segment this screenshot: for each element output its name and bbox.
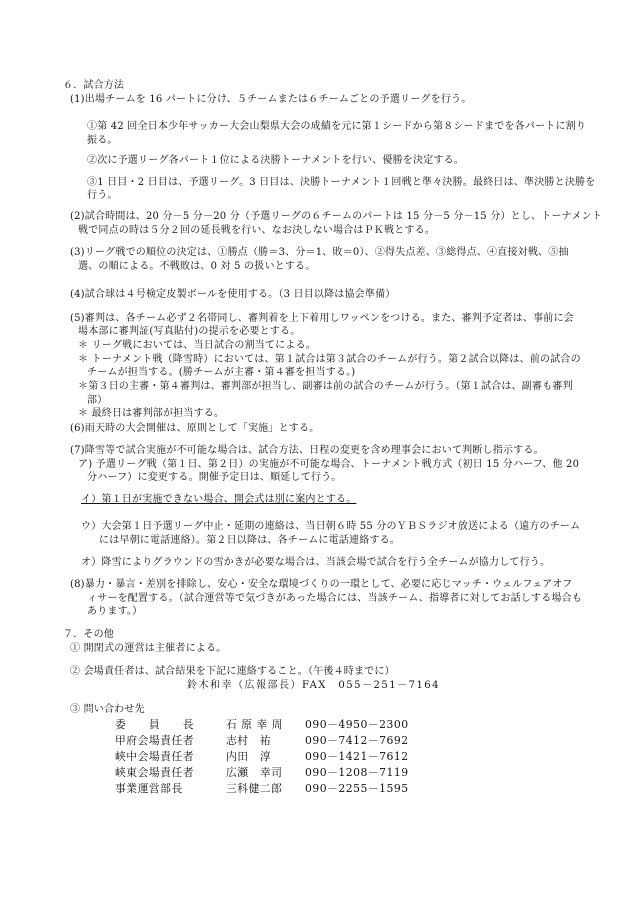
- rule-7-c-line1: ウ）大会第１日予選リーグ中止・延期の連絡は、当日朝６時 55 分のＹＢＳラジオ放送による（遠方のチーム: [81, 521, 581, 532]
- rule-7: (7)降雪等で試合実施が不可能な場合は、試合方法、日程の変更を含め理事会において判断し指示する。: [70, 445, 544, 456]
- fax-contact: 鈴木和幸（広報部長）FAX 055－251－7164: [187, 680, 441, 691]
- rule-5-note2-line1: ＊ トーナメント戦（降雪時）においては、第１試合は第３試合のチームが行う。第２試合以降は、前の試合の: [78, 354, 581, 365]
- rule-1-c-line2: 行う。: [87, 190, 118, 201]
- contact-phone: 090－7412－7692: [305, 734, 409, 747]
- rule-4: (4)試合球は４号検定皮製ボールを使用する。（3 日目以降は協会準備）: [70, 289, 396, 300]
- rule-3-line2: 選、の順による。不戦敗は、0 対 5 の扱いとする。: [78, 261, 316, 272]
- rule-1-a-line2: 振る。: [87, 135, 118, 146]
- rule-5-line2: 場本部に審判証(写真貼付)の提示を必要とする。: [78, 326, 301, 337]
- rule-1-c-line1: ③1 日目・2 日目は、予選リーグ。3 日目は、決勝トーナメント１回戦と準々決勝。最終日は、準決勝と決勝を: [87, 177, 596, 188]
- contact-name: 広瀬 幸司: [226, 766, 283, 779]
- rule-5-note2-line2: チームが担当する。(勝チームが主審・第４審を担当する。): [87, 367, 356, 378]
- rule-2-line2: 戦で同点の時は５分２回の延長戦を行い、なお決しない場合はＰＫ戦とする。: [78, 225, 435, 236]
- contact-role: 甲府会場責任者: [115, 734, 195, 747]
- contact-role: 峡東会場責任者: [115, 766, 195, 779]
- contact-phone: 090－4950－2300: [305, 718, 409, 731]
- rule-8-line3: あります。）: [87, 606, 143, 617]
- rule-5-line1: (5)審判は、各チーム必ず２名帯同し、審判着を上下着用しワッペンをつける。また、審判予定者は、事前に会: [70, 313, 574, 324]
- contact-phone: 090－1208－7119: [305, 766, 409, 779]
- contact-name: 石 原 幸 周: [226, 718, 283, 731]
- rule-7-a-line1: ア) 予選リーグ戦（第１日、第２日）の実施が不可能な場合、トーナメント戦方式（初日 15 分ハーフ、他 20: [78, 459, 580, 470]
- contact-role: 事業運営部長: [115, 782, 183, 795]
- rule-7-b: イ）第１日が実施できない場合、開会式は別に案内とする。: [81, 494, 357, 505]
- contact-name: 三科健二郎: [226, 782, 283, 795]
- contact-role: 委 員 長: [115, 718, 195, 731]
- rule-1: (1)出場チームを 16 パートに分け、５チームまたは６チームごとの予選リーグを行う。: [70, 94, 472, 105]
- rule-5-note3-line1: ＊第３日の主審・第４審判は、審判部が担当し、副審は前の試合のチームが行う。（第１試合は、副審も審判: [78, 381, 573, 392]
- contact-name: 志村 祐: [226, 734, 272, 747]
- other-item-2: ② 会場責任者は、試合結果を下記に連絡すること。（午後４時までに）: [70, 666, 395, 677]
- rule-5-note3-line2: 部）: [87, 395, 108, 406]
- rule-1-a-line1: ①第 42 回全日本少年サッカー大会山梨県大会の成績を元に第１シードから第８シードまでを各パートに割り: [87, 121, 587, 132]
- rule-7-a-line2: 分ハーフ）に変更する。開催予定日は、順延して行う。: [87, 472, 342, 483]
- contact-phone: 090－2255－1595: [305, 782, 409, 795]
- rule-5-note4: ＊ 最終日は審判部が担当する。: [78, 408, 225, 419]
- section-6-title: ６．試合方法: [63, 80, 125, 91]
- contact-phone: 090－1421－7612: [305, 750, 409, 763]
- rule-7-d: オ）降雪によりグラウンドの雪かきが必要な場合は、当該会場で試合を行う全チームが協力して行う。: [81, 557, 551, 568]
- contact-name: 内田 淳: [226, 750, 272, 763]
- rule-8-line1: (8)暴力・暴言・差別を排除し、安心・安全な環境づくりの一環として、必要に応じマッチ・ウェルフェアオフ: [70, 579, 573, 590]
- rule-5-note1: ＊ リーグ戦においては、当日試合の割当てによる。: [78, 340, 316, 351]
- rule-1-b: ②次に予選リーグ各パート１位による決勝トーナメントを行い、優勝を決定する。: [87, 155, 464, 166]
- rule-6: (6)雨天時の大会開催は、原則として「実施」とする。: [70, 423, 320, 434]
- rule-7-c-line2: には早朝に電話連絡）。第２日以降は、各チームに電話連絡する。: [99, 535, 400, 546]
- rule-8-line2: ィサーを配置する。（試合運営等で気づきがあった場合には、当該チーム、指導者に対してお話しする場合も: [87, 593, 582, 604]
- other-item-3: ③ 問い合わせ先: [70, 704, 145, 715]
- rule-3-line1: (3)リーグ戦での順位の決定は、①勝点（勝＝3、分＝1、敗＝0）、②得失点差、③総得点、④直接対戦、⑤抽: [70, 247, 569, 258]
- contact-role: 峡中会場責任者: [115, 750, 195, 763]
- rule-2-line1: (2)試合時間は、20 分－5 分－20 分（予選リーグの６チームのパートは 15 分－5 分－15 分）とし、トーナメント: [70, 211, 603, 222]
- other-item-1: ① 開閉式の運営は主催者による。: [70, 643, 227, 654]
- section-7-title: ７．その他: [63, 629, 114, 640]
